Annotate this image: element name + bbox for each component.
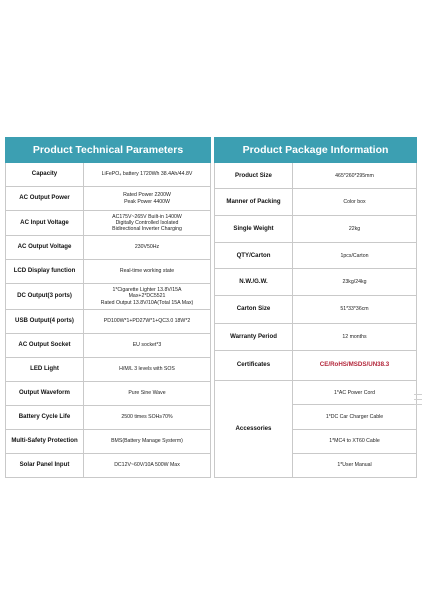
package-label: Manner of Packing	[215, 189, 293, 215]
table-row	[6, 211, 211, 236]
package-label: N.W./G.W.	[215, 269, 293, 295]
package-information-table	[214, 137, 417, 478]
table-row	[215, 269, 417, 295]
param-value: Pure Sine Wave	[84, 382, 211, 406]
package-label: Product Size	[215, 163, 293, 189]
package-value: 22kg	[293, 215, 417, 242]
table-row	[215, 381, 417, 405]
table-row	[215, 324, 417, 350]
package-value: 12 months	[293, 324, 417, 350]
table-row	[6, 454, 211, 478]
param-label: Capacity	[6, 163, 84, 187]
param-value: EU socket*3	[84, 334, 211, 358]
param-value: BMS(Battery Manage Systerm)	[84, 430, 211, 454]
package-value: 51*33*36cm	[293, 295, 417, 324]
param-label: LED Light	[6, 358, 84, 382]
table-row	[6, 406, 211, 430]
param-label: AC Input Voltage	[6, 211, 84, 236]
table-row	[6, 260, 211, 284]
table-row	[6, 334, 211, 358]
param-label: AC Output Power	[6, 187, 84, 211]
param-value: AC175V~265V Built-in 1400W Digitally Controlled Isolated Bidirectional Inverter Charging	[84, 211, 211, 236]
param-label: Solar Panel Input	[6, 454, 84, 478]
accessory-item: 1*DC Car Charger Cable	[293, 405, 417, 429]
spec-sheet	[5, 137, 415, 478]
param-value: PD100W*1+PD27W*1+QC3.0 18W*2	[84, 310, 211, 334]
accessory-item: 1*User Manual	[293, 453, 417, 477]
package-information-title: Product Package Information	[215, 138, 417, 163]
package-label: Warranty Period	[215, 324, 293, 350]
table-row	[6, 382, 211, 406]
table-row	[6, 310, 211, 334]
table-row	[215, 215, 417, 242]
param-label: Output Waveform	[6, 382, 84, 406]
param-value: LiFePO₄ battery 1720Wh 38.4Ah/44.8V	[84, 163, 211, 187]
technical-parameters-table	[5, 137, 211, 478]
package-value: 1pcs/Carton	[293, 243, 417, 269]
package-value: Color box	[293, 189, 417, 215]
package-value: 465*260*295mm	[293, 163, 417, 189]
table-row	[215, 295, 417, 324]
package-value: 23kg/24kg	[293, 269, 417, 295]
table-row	[6, 430, 211, 454]
param-label: Battery Cycle Life	[6, 406, 84, 430]
param-label: USB Output(4 ports)	[6, 310, 84, 334]
param-value: 1*Cigarette Lighter 13.8V/15A Max+2*DC5521 Rated Output 13.8V/10A(Total 15A Max)	[84, 284, 211, 310]
param-value: 230V50Hz	[84, 236, 211, 260]
package-label: Accessories	[215, 381, 293, 478]
package-label: QTY/Carton	[215, 243, 293, 269]
param-value: Rated Power 2200W Peak Power 4400W	[84, 187, 211, 211]
table-row	[6, 358, 211, 382]
param-label: Multi-Safety Protection	[6, 430, 84, 454]
table-row	[215, 243, 417, 269]
table-row	[6, 284, 211, 310]
param-label: LCD Display function	[6, 260, 84, 284]
table-row	[215, 163, 417, 189]
scroll-handle[interactable]	[412, 386, 424, 416]
accessory-item: 1*MC4 to XT60 Cable	[293, 429, 417, 453]
table-row	[6, 187, 211, 211]
table-row	[215, 350, 417, 381]
package-label: Carton Size	[215, 295, 293, 324]
table-row	[6, 163, 211, 187]
accessory-item: 1*AC Power Cord	[293, 381, 417, 405]
param-label: AC Output Socket	[6, 334, 84, 358]
param-value: H/M/L 3 levels with SOS	[84, 358, 211, 382]
package-label: Certificates	[215, 350, 293, 381]
param-value: 2500 times SOH≥70%	[84, 406, 211, 430]
table-row	[6, 236, 211, 260]
technical-parameters-title: Product Technical Parameters	[6, 138, 211, 163]
table-row	[215, 189, 417, 215]
param-value: Real-time working state	[84, 260, 211, 284]
package-value: CE/RoHS/MSDS/UN38.3	[293, 350, 417, 381]
param-value: DC12V~60V/10A 500W Max	[84, 454, 211, 478]
param-label: AC Output Voltage	[6, 236, 84, 260]
param-label: DC Output(3 ports)	[6, 284, 84, 310]
package-label: Single Weight	[215, 215, 293, 242]
